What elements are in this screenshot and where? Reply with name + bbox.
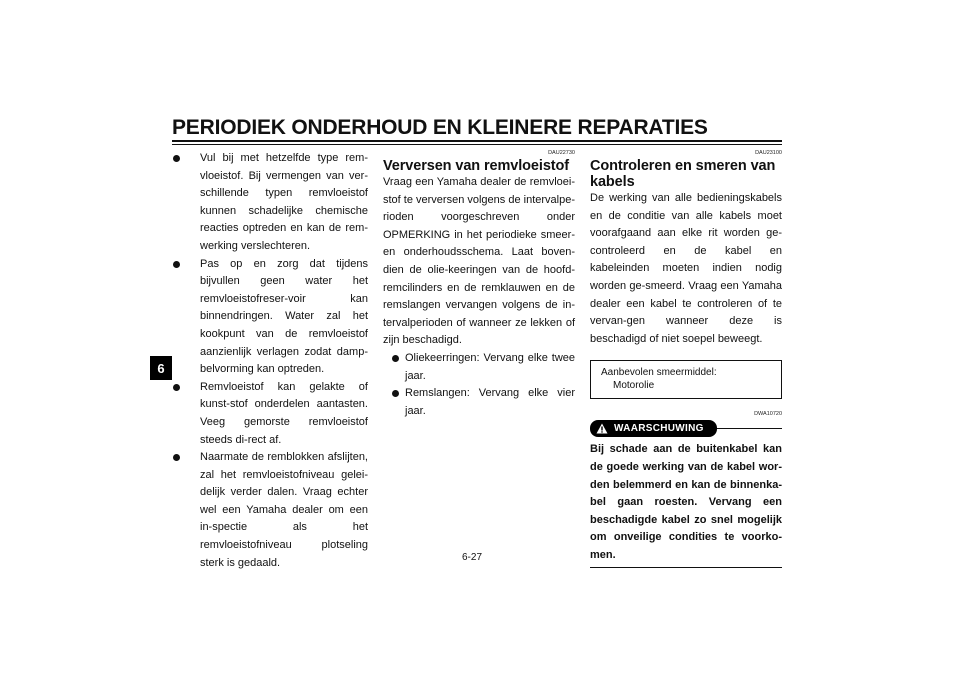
note-value: Motorolie — [613, 380, 655, 392]
list-item: Oliekeerringen: Vervang elke twee jaar. — [391, 350, 575, 385]
column-1 — [186, 150, 368, 572]
header-rule-thin — [172, 144, 782, 145]
page-number: 6-27 — [462, 552, 483, 563]
brake-fluid-tips-list — [186, 150, 368, 572]
bullet-dot-icon — [173, 384, 180, 391]
list-item: Pas op en zorg dat tijdens bijvullen geen water het remvloeistofreser-voir kan binnendringen. Water zal het kookpunt van de remvloeistof aanzienlijk verlagen zodat damp-belvorming kan optreden. — [186, 256, 368, 379]
list-item: Remslangen: Vervang elke vier jaar. — [391, 385, 575, 420]
warning-label: WAARSCHUWING — [614, 423, 704, 435]
section-heading: Verversen van remvloeistof — [383, 158, 569, 174]
list-item: Naarmate de remblokken afslijten, zal het remvloeistofniveau gelei-delijk verder dalen. Vraag echter wel een Yamaha dealer om een in-spectie als het remvloeistofniveau plotseling sterk is gedaald. — [186, 449, 368, 572]
page-title: PERIODIEK ONDERHOUD EN KLEINERE REPARATIES — [172, 116, 708, 139]
section-code: DAU23100 — [755, 150, 782, 156]
warning-rule — [717, 428, 782, 429]
bullet-dot-icon — [392, 355, 399, 362]
column-2 — [383, 150, 575, 420]
warning-header — [590, 411, 782, 437]
warning-code: DWA10720 — [754, 411, 782, 418]
section-paragraph: De werking van alle bedieningskabels en de conditie van alle kabels moet voorafgaand aan elke rit worden ge-controleerd en de kabel en kabeleinden moeten indien nodig worden ge-smeerd. Vraag een Yamaha dealer een kabel te controleren of te vervan-gen wanneer deze is beschadigd of niet soepel beweegt. — [590, 192, 782, 345]
bullet-dot-icon — [392, 390, 399, 397]
warning-bottom-rule — [590, 567, 782, 568]
warning-text: Bij schade aan de buitenkabel kan de goede werking van de kabel wor-den belemmerd en kan de binnenka-bel gaan roesten. Vervang een beschadigde kabel zo snel mogelijk om onveilige condities te voorko-men. — [590, 443, 782, 561]
column-3 — [590, 150, 782, 568]
replacement-interval-list — [391, 350, 575, 420]
bullet-dot-icon — [173, 454, 180, 461]
section-code: DAU22730 — [548, 150, 575, 156]
section-heading: Controleren en smeren van kabels — [590, 158, 776, 190]
warning-badge — [590, 420, 717, 437]
bullet-dot-icon — [173, 261, 180, 268]
chapter-tab[interactable]: 6 — [150, 356, 172, 380]
list-item: Remvloeistof kan gelakte of kunst-stof onderdelen aantasten. Veeg gemorste remvloeistof steeds di-rect af. — [186, 379, 368, 449]
lubricant-note-box — [590, 360, 782, 399]
header-rule — [172, 140, 782, 142]
note-label: Aanbevolen smeermiddel: — [601, 367, 717, 379]
bullet-dot-icon — [173, 155, 180, 162]
list-item: Vul bij met hetzelfde type rem-vloeistof. Bij vermengen van ver-schillende typen remvloeistof kunnen schadelijke chemische reacties optreden en kan de rem-werking verslechteren. — [186, 150, 368, 256]
warning-triangle-icon — [596, 423, 608, 434]
section-paragraph: Vraag een Yamaha dealer de remvloei-stof te verversen volgens de intervalpe-rioden voorgeschreven onder OPMERKING in het periodieke smeer-en onderhoudsschema. Laat boven-dien de olie-keeringen van de hoofd-remcilinders en de remklauwen en de remslangen vervangen volgens de in-tervalperioden of wanneer ze lekken of zijn beschadigd. — [383, 176, 575, 347]
